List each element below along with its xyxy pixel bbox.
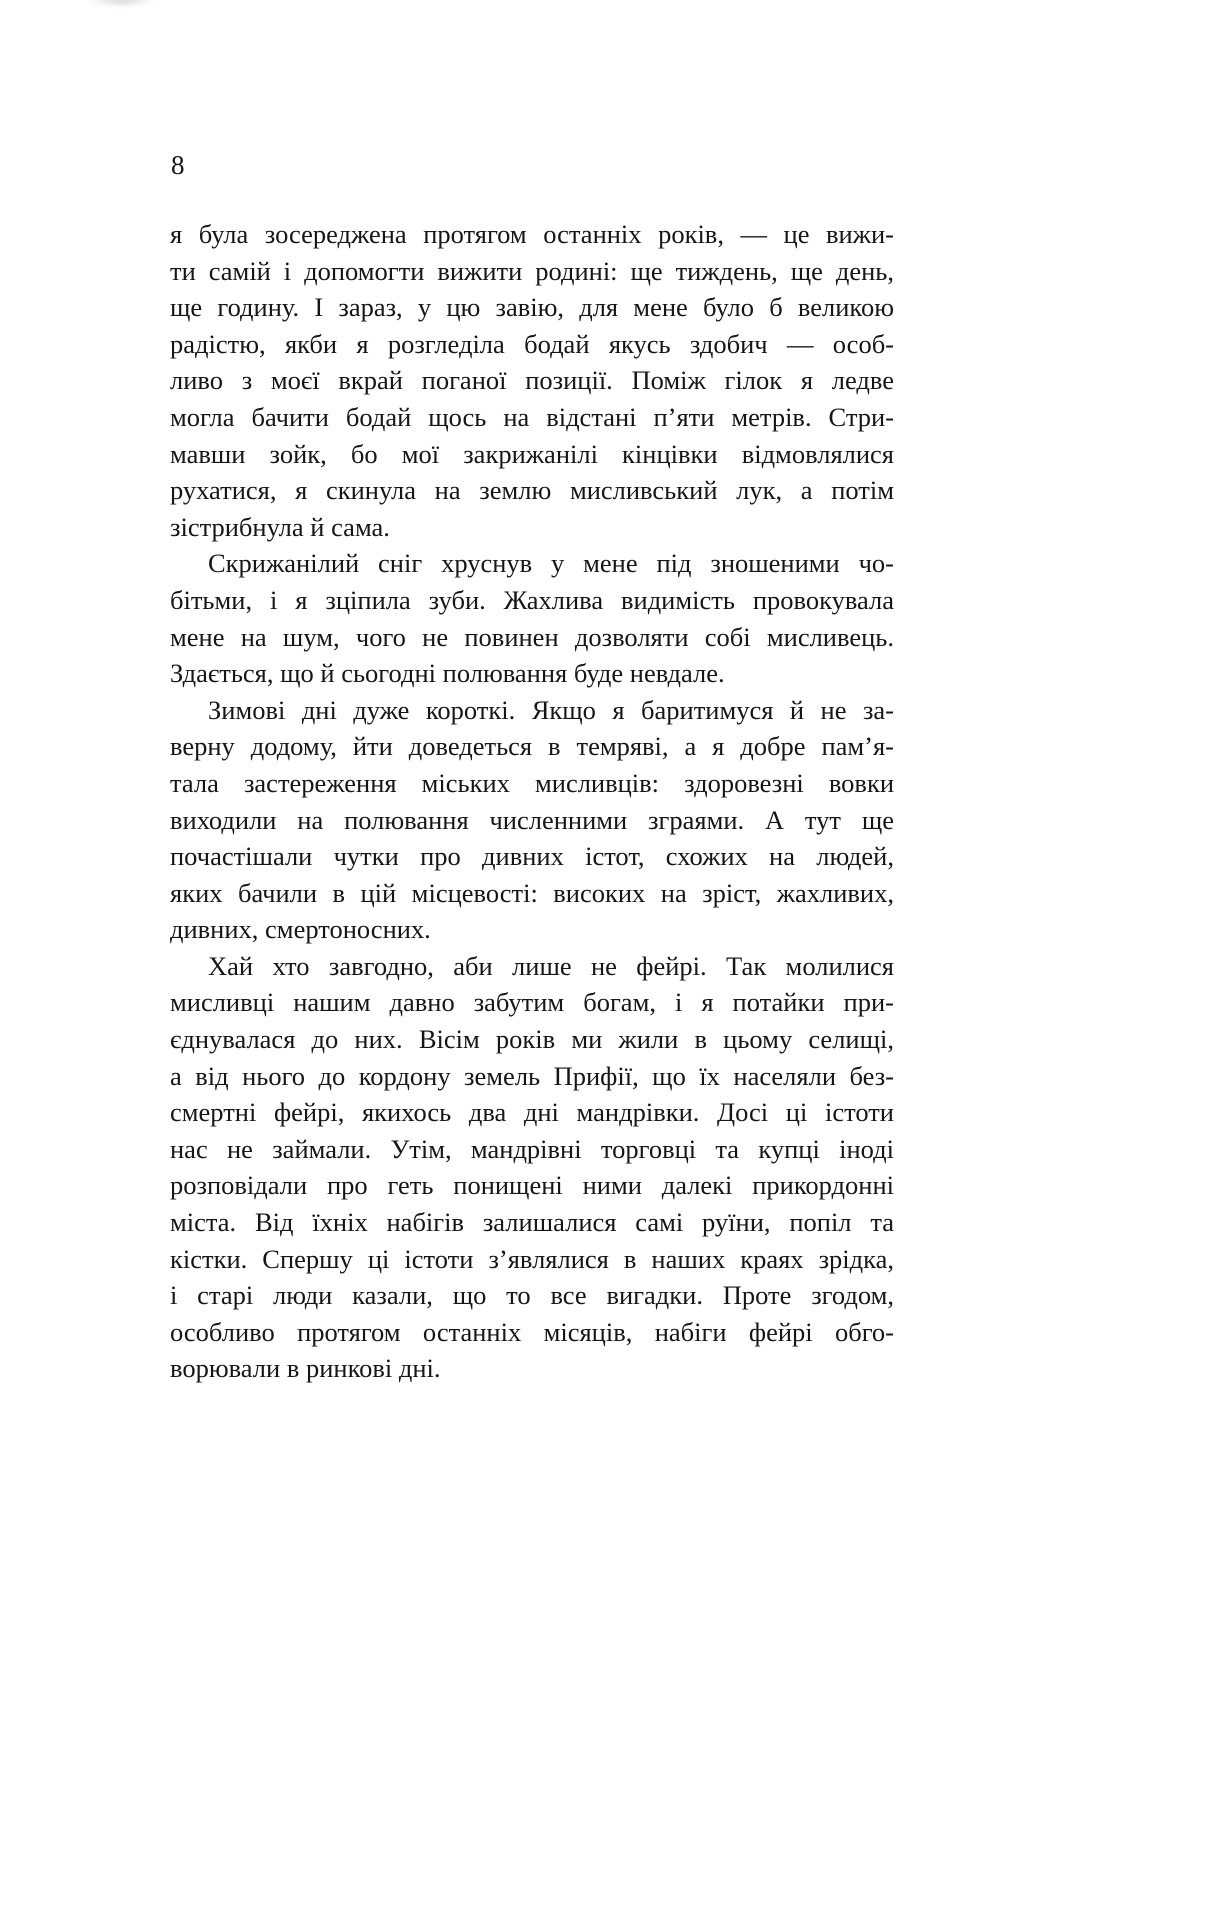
- text-line: виходили на полювання численними зграями. А тут ще: [170, 804, 894, 835]
- text-line: ливо з моєї вкрай поганої позиції. Поміж гілок я ледве: [170, 365, 894, 396]
- text-line: я була зосереджена протягом останніх років, — це вижи-: [170, 219, 894, 249]
- text-line: могла бачити бодай щось на відстані п’яти метрів. Стри-: [170, 401, 894, 432]
- text-block: [170, 216, 894, 1387]
- paragraph: [170, 545, 894, 691]
- text-line: Хай хто завгодно, аби лише не фейрі. Так молилися: [208, 950, 894, 981]
- paragraph: [170, 216, 894, 545]
- text-line: дивних, смертоносних.: [170, 914, 431, 945]
- text-line: ще годину. І зараз, у цю завію, для мене було б великою: [170, 292, 894, 323]
- text-line: єднувалася до них. Вісім років ми жили в цьому селищі,: [170, 1024, 894, 1055]
- text-line: зістрибнула й сама.: [170, 511, 390, 542]
- paragraph: [170, 948, 894, 1387]
- text-line: почастішали чутки про дивних істот, схожих на людей,: [170, 841, 894, 872]
- text-line: розповідали про геть понищені ними далекі прикордонні: [170, 1170, 894, 1201]
- text-line: Скрижанілий сніг хруснув у мене під зношеними чо-: [208, 548, 894, 579]
- text-line: кістки. Спершу ці істоти з’являлися в наших краях зрідка,: [170, 1243, 894, 1274]
- page-number: 8: [171, 150, 185, 180]
- text-line: смертні фейрі, якихось два дні мандрівки. Досі ці істоти: [170, 1097, 894, 1128]
- text-line: а від нього до кордону земель Прифії, що їх населяли без-: [170, 1060, 894, 1091]
- text-line: радістю, якби я розгледіла бодай якусь здобич — особ-: [170, 328, 894, 359]
- text-line: бітьми, і я зціпила зуби. Жахлива видимість провокувала: [170, 584, 894, 615]
- text-line: мене на шум, чого не повинен дозволяти собі мисливець.: [170, 621, 894, 652]
- text-line: мавши зойк, бо мої закрижанілі кінцівки відмовлялися: [170, 438, 894, 469]
- text-line: ворювали в ринкові дні.: [170, 1353, 441, 1384]
- text-line: яких бачили в цій місцевості: високих на зріст, жахливих,: [170, 877, 894, 908]
- text-line: і старі люди казали, що то все вигадки. Проте згодом,: [170, 1280, 894, 1311]
- text-line: тала застереження міських мисливців: здоровезні вовки: [170, 767, 894, 798]
- scan-artifact: [86, 0, 156, 6]
- text-line: Зимові дні дуже короткі. Якщо я баритимуся й не за-: [208, 694, 894, 725]
- text-line: мисливці нашим давно забутим богам, і я потайки при-: [170, 987, 894, 1018]
- text-line: верну додому, йти доведеться в темряві, а я добре пам’я-: [170, 731, 894, 762]
- text-line: Здається, що й сьогодні полювання буде невдале.: [170, 658, 725, 689]
- text-line: міста. Від їхніх набігів залишалися самі руїни, попіл та: [170, 1207, 894, 1238]
- text-line: нас не займали. Утім, мандрівні торговці та купці іноді: [170, 1133, 894, 1164]
- text-line: особливо протягом останніх місяців, набіги фейрі обго-: [170, 1316, 894, 1347]
- paragraph: [170, 692, 894, 948]
- text-line: рухатися, я скинула на землю мисливський лук, а потім: [170, 475, 894, 506]
- text-line: ти самій і допомогти вижити родині: ще тиждень, ще день,: [170, 255, 894, 286]
